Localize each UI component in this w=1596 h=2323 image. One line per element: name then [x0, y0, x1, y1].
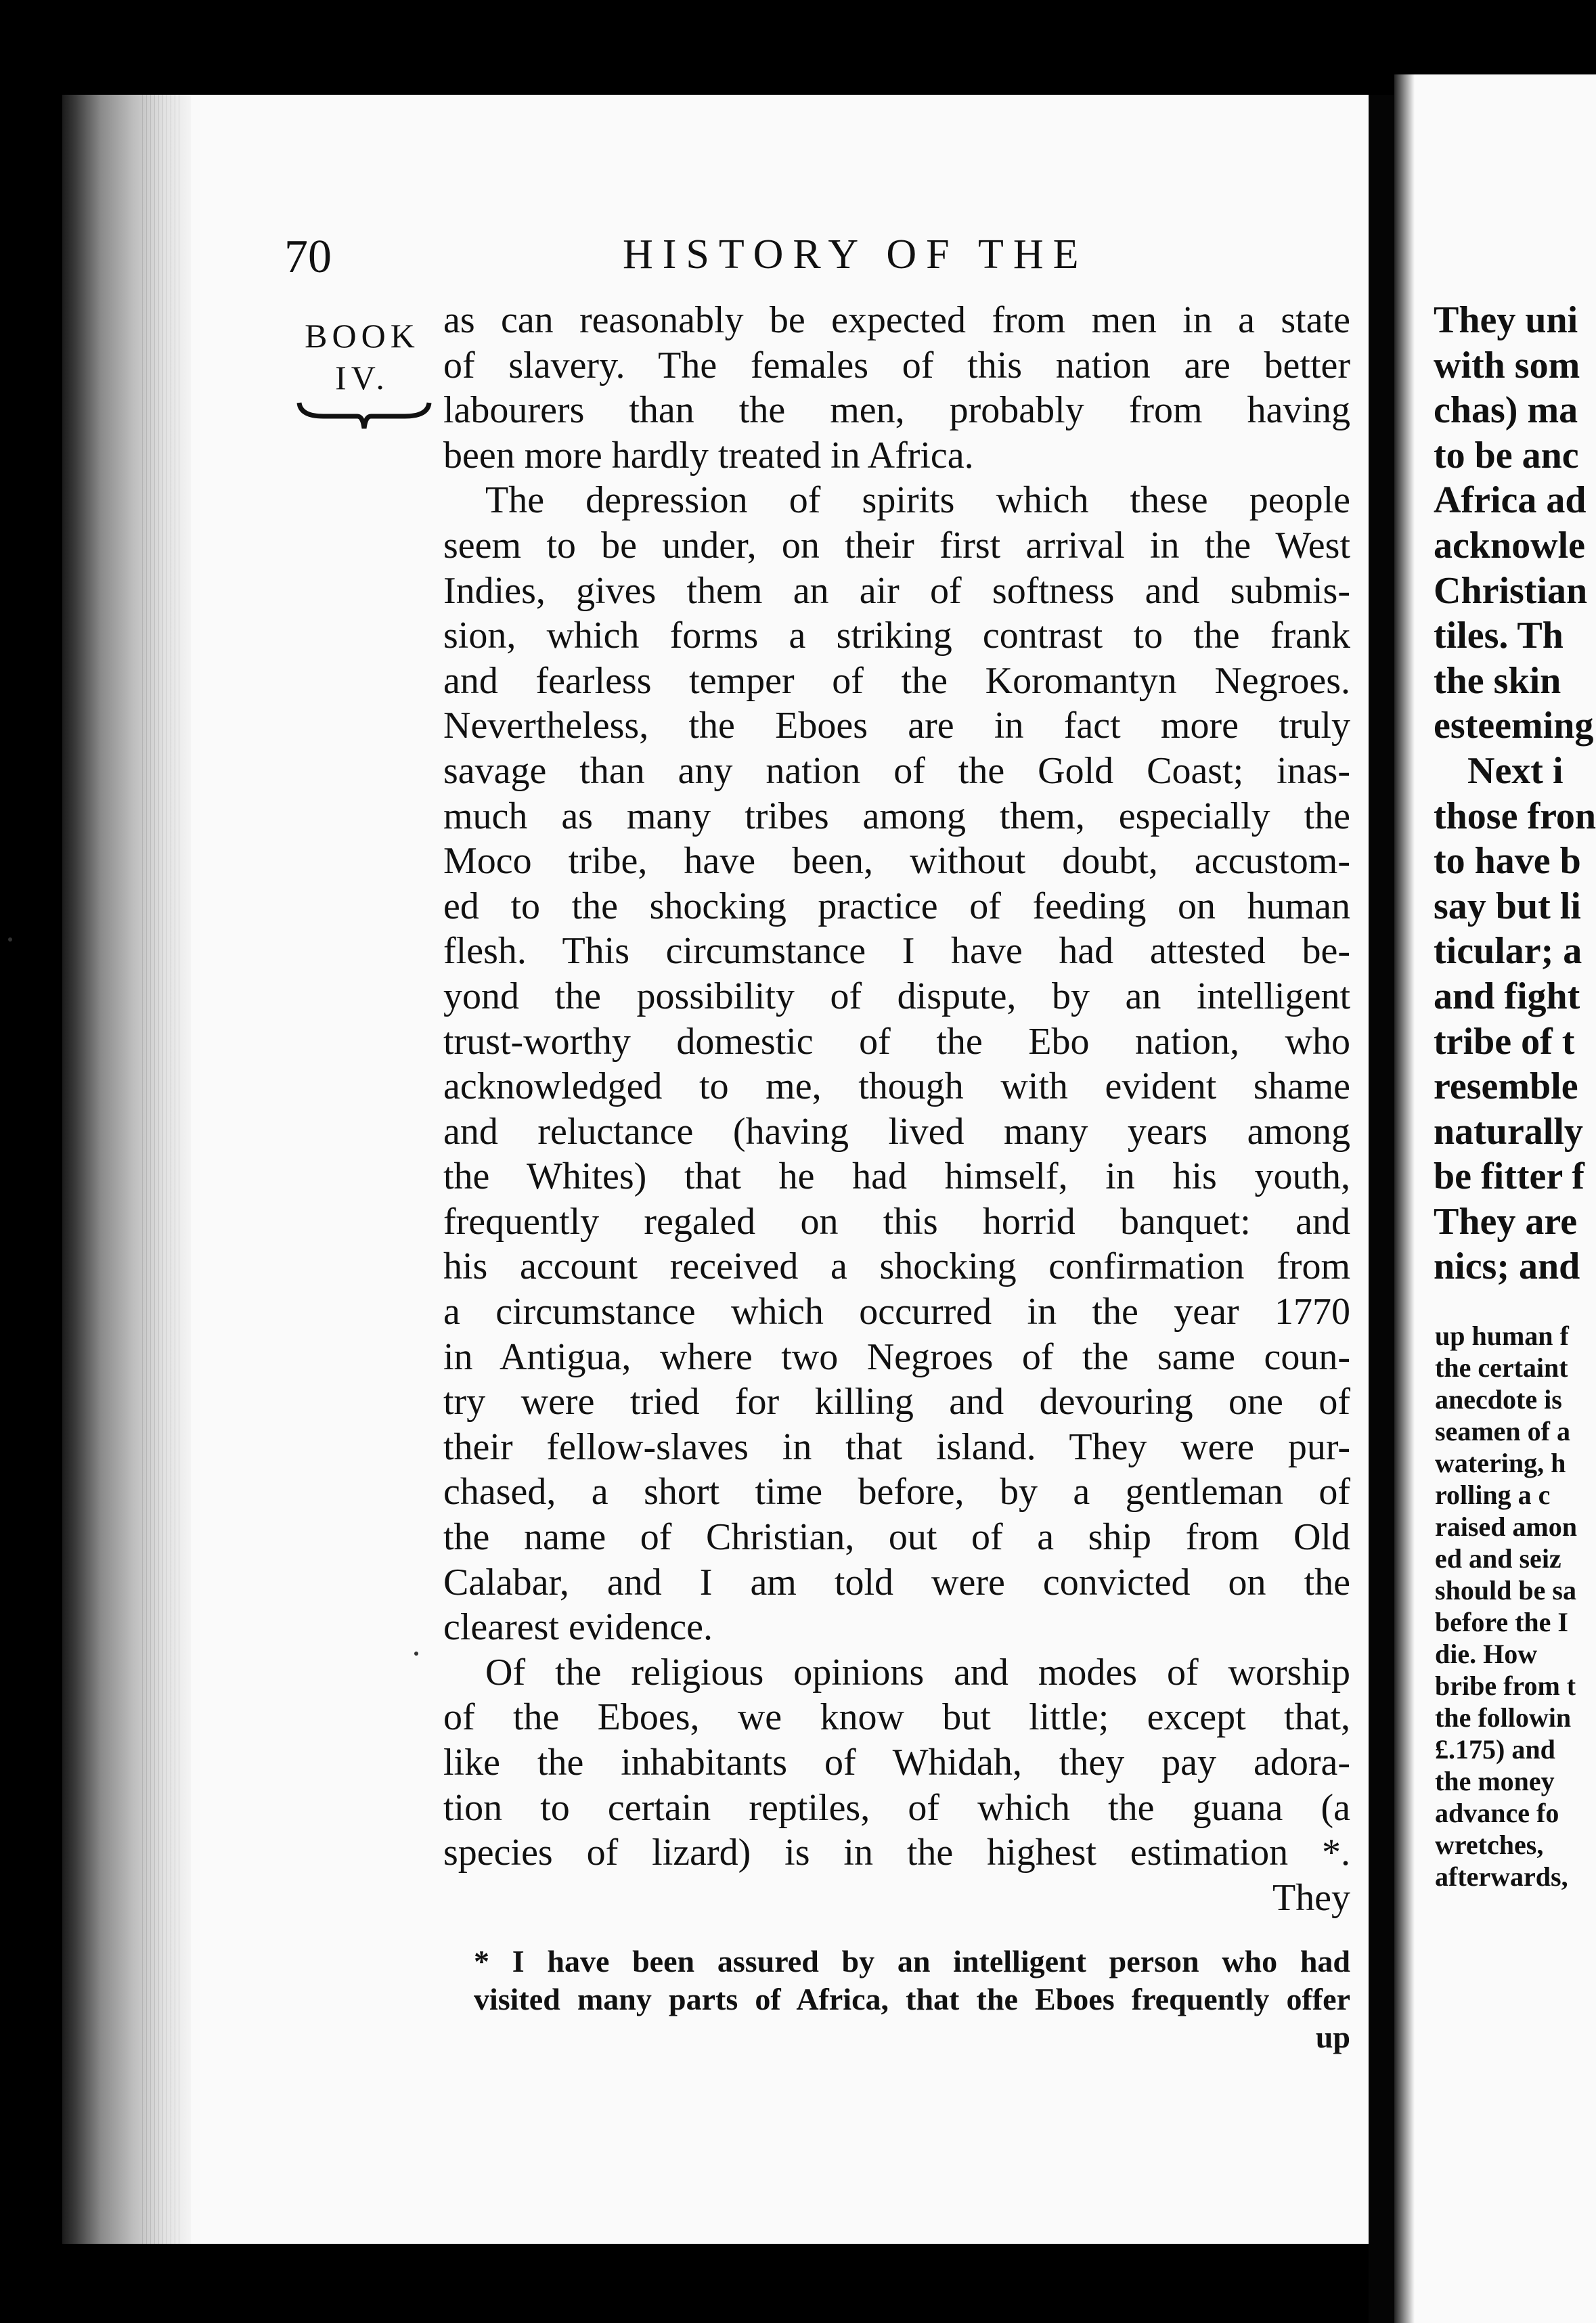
text-line: trust-worthy domestic of the Ebo nation, who: [443, 1020, 1350, 1063]
right-note-line: watering, h: [1435, 1448, 1566, 1478]
speck: [414, 1652, 418, 1656]
brace-ornament: [296, 396, 432, 437]
text-line: Nevertheless, the Eboes are in fact more truly: [443, 705, 1350, 747]
text-line: and reluctance (having lived many years among: [443, 1110, 1350, 1153]
text-line: seem to be under, on their first arrival in the West: [443, 524, 1350, 567]
right-note-line: ed and seiz: [1435, 1543, 1561, 1574]
right-page-line: Next i: [1467, 749, 1564, 792]
right-note-line: the followin: [1435, 1702, 1572, 1733]
margin-note-volume: IV.: [335, 359, 389, 397]
text-line: in Antigua, where two Negroes of the same coun-: [443, 1335, 1350, 1378]
right-page-line: acknowle: [1434, 524, 1585, 567]
text-line: species of lizard) is in the highest estimation *.: [443, 1832, 1350, 1874]
text-line: of the Eboes, we know but little; except that,: [443, 1696, 1350, 1739]
margin-note-book: BOOK: [305, 317, 420, 355]
right-page-line: They are: [1434, 1200, 1578, 1243]
text-line: flesh. This circumstance I have had attested be-: [443, 930, 1350, 973]
text-line: and fearless temper of the Koromantyn Negroes.: [443, 659, 1350, 702]
right-page-line: nics; and: [1434, 1245, 1580, 1288]
right-page-line: resemble: [1434, 1065, 1578, 1108]
right-note-line: anecdote is: [1435, 1384, 1562, 1415]
speck: [8, 937, 12, 942]
right-note-line: should be sa: [1435, 1575, 1576, 1606]
text-line: as can reasonably be expected from men in a state: [443, 299, 1350, 341]
page-edge-leaves: [142, 95, 183, 2244]
right-page-line: tribe of t: [1434, 1020, 1575, 1063]
right-page-line: Christian: [1434, 569, 1588, 612]
footnote-line: * I have been assured by an intelligent person who had: [474, 1944, 1350, 1978]
right-page-notes: [1435, 1320, 1596, 1893]
text-line: Indies, gives them an air of softness and submis-: [443, 569, 1350, 612]
right-page-line: tiles. Th: [1434, 615, 1564, 657]
right-page-line: ticular; a: [1434, 930, 1582, 973]
right-page-shadow: [1394, 74, 1415, 2323]
text-line: clearest evidence.: [443, 1606, 713, 1649]
right-page-line: chas) ma: [1434, 389, 1578, 432]
text-line: of slavery. The females of this nation are better: [443, 344, 1350, 386]
page-number: 70: [284, 231, 332, 283]
text-line: their fellow-slaves in that island. They were pur-: [443, 1425, 1350, 1468]
text-line: been more hardly treated in Africa.: [443, 434, 974, 477]
right-note-line: the certaint: [1435, 1352, 1568, 1383]
text-line: Moco tribe, have been, without doubt, accustom-: [443, 840, 1350, 883]
text-line: Of the religious opinions and modes of worship: [485, 1651, 1350, 1694]
text-line: labourers than the men, probably from having: [443, 389, 1350, 432]
right-page-line: They uni: [1434, 299, 1578, 341]
text-line: The depression of spirits which these people: [485, 479, 1350, 522]
right-note-line: bribe from t: [1435, 1671, 1576, 1701]
right-page-line: the skin: [1434, 659, 1561, 702]
right-note-line: the money: [1435, 1766, 1555, 1796]
text-line: like the inhabitants of Whidah, they pay adora-: [443, 1742, 1350, 1784]
right-note-line: wretches,: [1435, 1830, 1544, 1860]
footnote-line: visited many parts of Africa, that the Eboes frequently offer: [474, 1982, 1350, 2016]
running-head: HISTORY OF THE: [623, 231, 1088, 278]
footnote-line: up: [1315, 2020, 1350, 2054]
right-page-line: Africa ad: [1434, 479, 1587, 522]
text-line: Calabar, and I am told were convicted on the: [443, 1561, 1350, 1603]
text-line: savage than any nation of the Gold Coast; inas-: [443, 749, 1350, 792]
text-line: the Whites) that he had himself, in his youth,: [443, 1155, 1350, 1198]
footnote: [474, 1943, 1350, 2056]
right-page-line: be fitter f: [1434, 1155, 1584, 1198]
text-line: They: [1272, 1876, 1350, 1919]
right-note-line: before the I: [1435, 1607, 1568, 1637]
right-note-line: afterwards,: [1435, 1861, 1568, 1892]
text-line: acknowledged to me, though with evident shame: [443, 1065, 1350, 1108]
right-note-line: rolling a c: [1435, 1480, 1551, 1510]
margin-note: [288, 315, 437, 399]
text-line: his account received a shocking confirmation from: [443, 1245, 1350, 1288]
right-page-line: with som: [1434, 344, 1580, 386]
right-page-line: say but li: [1434, 885, 1581, 927]
right-page-line: to have b: [1434, 840, 1581, 883]
right-note-line: up human f: [1435, 1321, 1569, 1351]
right-note-line: advance fo: [1435, 1798, 1559, 1828]
right-note-line: die. How: [1435, 1639, 1538, 1669]
right-note-line: £.175) and: [1435, 1734, 1555, 1765]
right-page-line: naturally: [1434, 1110, 1583, 1153]
text-line: frequently regaled on this horrid banquet: and: [443, 1200, 1350, 1243]
text-line: a circumstance which occurred in the year 1770: [443, 1291, 1350, 1333]
text-line: yond the possibility of dispute, by an intelligent: [443, 975, 1350, 1017]
right-page-text: [1434, 298, 1596, 1289]
text-line: tion to certain reptiles, of which the guana (a: [443, 1786, 1350, 1829]
text-line: the name of Christian, out of a ship from Old: [443, 1516, 1350, 1559]
text-line: chased, a short time before, by a gentleman of: [443, 1471, 1350, 1513]
main-text-block: [443, 298, 1350, 1920]
right-page-line: to be anc: [1434, 434, 1579, 477]
text-line: much as many tribes among them, especially the: [443, 795, 1350, 837]
right-page-line: esteeming: [1434, 705, 1594, 747]
right-note-line: raised amon: [1435, 1511, 1577, 1542]
right-note-line: seamen of a: [1435, 1416, 1570, 1446]
text-line: try were tried for killing and devouring one of: [443, 1381, 1350, 1423]
right-page-line: those fron: [1434, 795, 1596, 837]
text-line: sion, which forms a striking contrast to the frank: [443, 615, 1350, 657]
text-line: ed to the shocking practice of feeding on human: [443, 885, 1350, 927]
right-page-line: and fight: [1434, 975, 1580, 1017]
